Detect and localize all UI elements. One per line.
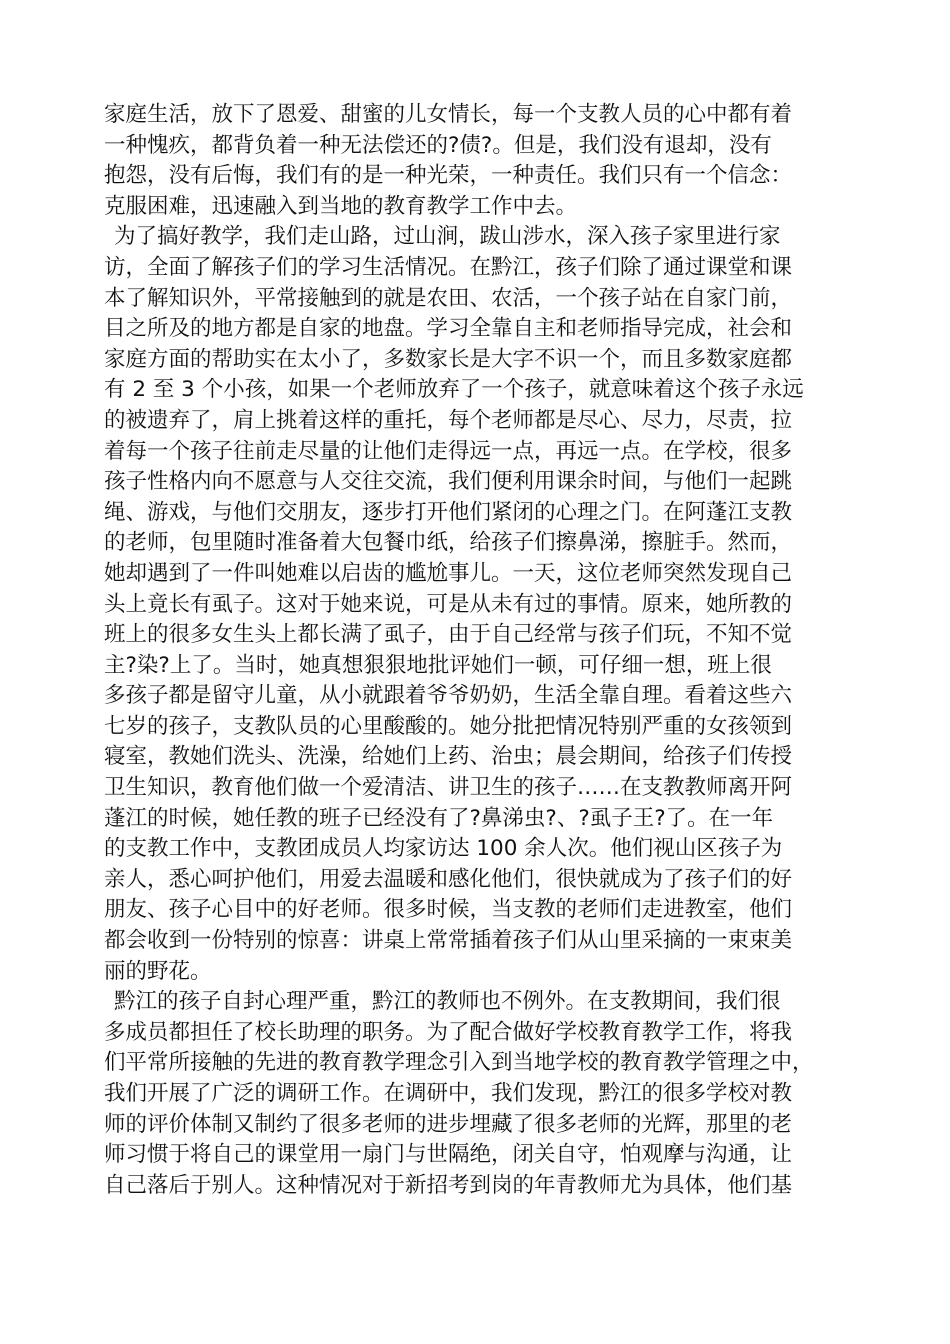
text-line: 们平常所接触的先进的教育教学理念引入到当地学校的教育教学管理之中， — [104, 1050, 814, 1076]
text-line: 师的评价体制又制约了很多老师的进步埋藏了很多老师的光辉，那里的老 — [104, 1111, 793, 1137]
text-line: 卫生知识，教育他们做一个爱清洁、讲卫生的孩子……在支教教师离开阿 — [104, 775, 793, 801]
text-line: 朋友、孩子心目中的好老师。很多时候，当支教的老师们走进教室，他们 — [104, 897, 793, 923]
paragraph-2 — [104, 222, 864, 987]
text-line: 头上竟长有虱子。这对于她来说，可是从未有过的事情。原来，她所教的 — [104, 591, 793, 617]
text-line: 的支教工作中，支教团成员人均家访达 100 余人次。他们视山区孩子为 — [104, 836, 783, 862]
text-line: 多成员都担任了校长助理的职务。为了配合做好学校教育教学工作，将我 — [104, 1019, 793, 1045]
text-line: 我们开展了广泛的调研工作。在调研中，我们发现，黔江的很多学校对教 — [104, 1081, 793, 1106]
text-line: 为了搞好教学，我们走山路，过山涧，跋山涉水，深入孩子家里进行家 — [114, 224, 781, 250]
text-line: 丽的野花。 — [104, 958, 212, 984]
text-line: 绳、游戏，与他们交朋友，逐步打开他们紧闭的心理之门。在阿蓬江支教 — [104, 499, 793, 525]
text-line: 都会收到一份特别的惊喜：讲桌上常常插着孩子们从山里采摘的一束束美 — [104, 928, 793, 954]
text-line: 克服困难，迅速融入到当地的教育教学工作中去。 — [104, 193, 578, 219]
text-line: 访，全面了解孩子们的学习生活情况。在黔江，孩子们除了通过课堂和课 — [104, 254, 793, 280]
text-line: 家庭生活，放下了恩爱、甜蜜的儿女情长，每一个支教人员的心中都有着 — [104, 102, 793, 127]
text-line: 有 2 至 3 个小孩，如果一个老师放弃了一个孩子，就意味着这个孩子永远 — [104, 377, 804, 403]
text-line: 主?染?上了。当时，她真想狠狠地批评她们一顿，可仔细一想，班上很 — [104, 652, 772, 678]
text-line: 自己落后于别人。这种情况对于新招考到岗的年青教师尤为具体，他们基 — [104, 1172, 793, 1198]
paragraph-3 — [104, 987, 864, 1201]
text-line: 抱怨，没有后悔，我们有的是一种光荣，一种责任。我们只有一个信念： — [104, 163, 793, 189]
text-line: 孩子性格内向不愿意与人交往交流，我们便利用课余时间，与他们一起跳 — [104, 469, 793, 495]
text-line: 一种愧疚，都背负着一种无法偿还的?债?。但是，我们没有退却，没有 — [104, 132, 772, 158]
text-line: 本了解知识外，平常接触到的就是农田、农活，一个孩子站在自家门前， — [104, 285, 793, 311]
paragraph-1 — [104, 100, 864, 222]
text-line: 师习惯于将自己的课堂用一扇门与世隔绝，闭关自守，怕观摩与沟通，让 — [104, 1142, 793, 1168]
text-line: 蓬江的时候，她任教的班子已经没有了?鼻涕虫?、?虱子王?了。在一年 — [104, 805, 774, 831]
text-line: 班上的很多女生头上都长满了虱子，由于自己经常与孩子们玩，不知不觉 — [104, 622, 793, 648]
text-line: 黔江的孩子自封心理严重，黔江的教师也不例外。在支教期间，我们很 — [114, 989, 781, 1015]
text-line: 家庭方面的帮助实在太小了，多数家长是大字不识一个，而且多数家庭都 — [104, 346, 793, 372]
text-line: 的老师，包里随时准备着大包餐巾纸，给孩子们擦鼻涕，擦脏手。然而， — [104, 530, 793, 556]
body-text — [104, 100, 864, 1201]
text-line: 目之所及的地方都是自家的地盘。学习全靠自主和老师指导完成，社会和 — [104, 316, 793, 342]
text-line: 着每一个孩子往前走尽量的让他们走得远一点，再远一点。在学校，很多 — [104, 438, 793, 464]
text-line: 寝室，教她们洗头、洗澡，给她们上药、治虫；晨会期间，给孩子们传授 — [104, 744, 793, 770]
text-line: 亲人，悉心呵护他们，用爱去温暖和感化他们，很快就成为了孩子们的好 — [104, 866, 793, 892]
text-line: 多孩子都是留守儿童，从小就跟着爷爷奶奶，生活全靠自理。看着这些六 — [104, 683, 793, 709]
text-line: 她却遇到了一件叫她难以启齿的尴尬事儿。一天，这位老师突然发现自己 — [104, 560, 793, 586]
text-line: 的被遗弃了，肩上挑着这样的重托，每个老师都是尽心、尽力，尽责，拉 — [104, 407, 793, 433]
text-line: 七岁的孩子，支教队员的心里酸酸的。她分批把情况特别严重的女孩领到 — [104, 713, 793, 739]
